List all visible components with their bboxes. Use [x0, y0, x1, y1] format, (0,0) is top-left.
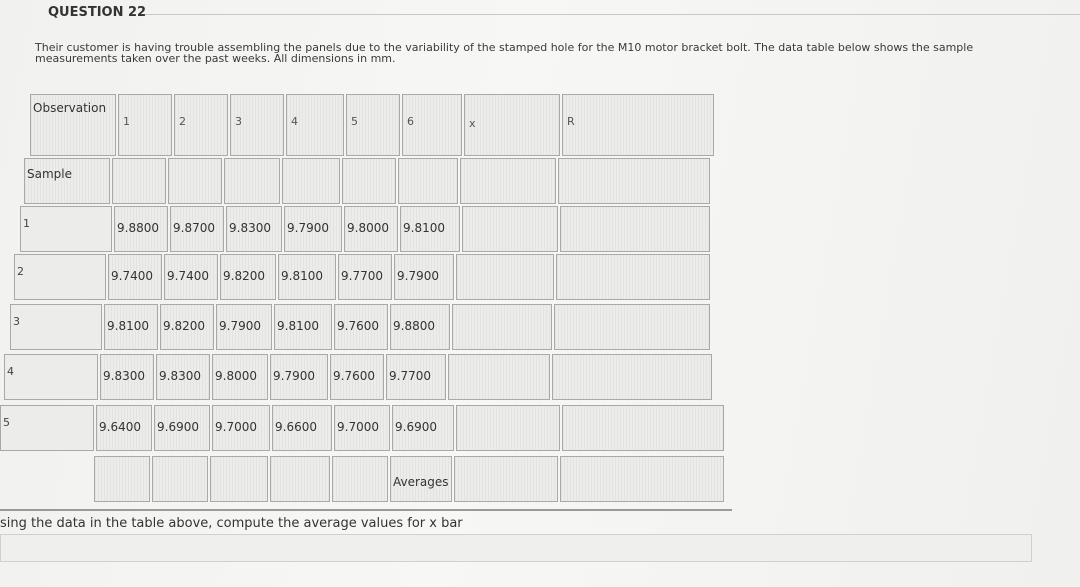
- measurement-value: 9.7900: [397, 269, 439, 283]
- table-cell: [386, 354, 446, 400]
- measurement-value: 9.7000: [215, 420, 257, 434]
- table-cell: [330, 354, 384, 400]
- table-cell: [332, 456, 388, 502]
- sample-id: 3: [13, 315, 20, 328]
- table-cell: [152, 456, 208, 502]
- table-row: [14, 254, 720, 300]
- table-cell: [212, 354, 268, 400]
- table-cell: [274, 304, 332, 350]
- table-cell: [344, 206, 398, 252]
- measurement-value: 9.8000: [347, 221, 389, 235]
- table-cell: [282, 158, 340, 204]
- table-row: [10, 304, 722, 350]
- xbar-cell: [462, 206, 558, 252]
- table-cell: [100, 354, 154, 400]
- table-cell: [334, 304, 388, 350]
- table-header-row: [30, 94, 720, 156]
- measurement-value: 9.7900: [287, 221, 329, 235]
- table-row: [20, 206, 720, 252]
- table-cell: [94, 456, 150, 502]
- table-cell: [390, 304, 450, 350]
- header-label: 6: [407, 115, 414, 128]
- sample-id-cell: [10, 304, 102, 350]
- header-label-x: x: [469, 117, 476, 130]
- sample-id: 4: [7, 365, 14, 378]
- table-cell: [284, 206, 342, 252]
- table-cell: [164, 254, 218, 300]
- question-title: QUESTION 22: [48, 5, 147, 20]
- header-cell: [174, 94, 228, 156]
- table-cell: [170, 206, 224, 252]
- measurement-value: 9.6900: [395, 420, 437, 434]
- measurement-value: 9.8100: [107, 319, 149, 333]
- range-average-cell: [560, 456, 724, 502]
- observation-header-cell: [30, 94, 116, 156]
- range-cell: [554, 304, 710, 350]
- observation-label: Observation: [33, 101, 107, 115]
- measurement-value: 9.7700: [389, 369, 431, 383]
- measurement-value: 9.8300: [159, 369, 201, 383]
- measurement-value: 9.8100: [277, 319, 319, 333]
- header-cell: [286, 94, 344, 156]
- xbar-cell: [456, 254, 554, 300]
- table-cell: [212, 405, 270, 451]
- xbar-cell: [452, 304, 552, 350]
- table-cell: [334, 405, 390, 451]
- table-cell: [398, 158, 458, 204]
- sample-id: 1: [23, 217, 30, 230]
- table-cell: [272, 405, 332, 451]
- question-separator: [138, 14, 1080, 15]
- header-label: 4: [291, 115, 298, 128]
- measurement-value: 9.6600: [275, 420, 317, 434]
- sample-id: 5: [3, 416, 10, 429]
- measurement-value: 9.8300: [229, 221, 271, 235]
- range-cell: [552, 354, 712, 400]
- xbar-cell: [448, 354, 550, 400]
- measurement-value: 9.8700: [173, 221, 215, 235]
- instruction-text: sing the data in the table above, compute the average values for x bar: [0, 516, 463, 531]
- table-cell: [156, 354, 210, 400]
- table-row: [4, 354, 724, 400]
- table-cell: [460, 158, 556, 204]
- header-cell: [230, 94, 284, 156]
- table-cell: [392, 405, 454, 451]
- header-cell-x: [464, 94, 560, 156]
- sample-id-cell: [0, 405, 94, 451]
- table-cell: [154, 405, 210, 451]
- range-cell: [556, 254, 710, 300]
- header-label: 1: [123, 115, 130, 128]
- table-cell: [168, 158, 222, 204]
- header-label: 5: [351, 115, 358, 128]
- table-cell: [278, 254, 336, 300]
- range-cell: [562, 405, 724, 451]
- table-cell: [338, 254, 392, 300]
- table-bottom-border: [0, 509, 732, 511]
- measurement-value: 9.7600: [333, 369, 375, 383]
- range-cell: [560, 206, 710, 252]
- measurement-value: 9.8100: [281, 269, 323, 283]
- averages-label-cell: [390, 456, 452, 502]
- header-cell: [118, 94, 172, 156]
- measurement-value: 9.7600: [337, 319, 379, 333]
- header-cell: [346, 94, 400, 156]
- sample-label-row: [24, 158, 716, 204]
- measurement-value: 9.6400: [99, 420, 141, 434]
- measurement-table: [0, 94, 732, 509]
- header-cell-r: [562, 94, 714, 156]
- measurement-value: 9.7900: [219, 319, 261, 333]
- averages-label: Averages: [393, 475, 449, 489]
- measurement-value: 9.7400: [167, 269, 209, 283]
- header-label: 3: [235, 115, 242, 128]
- averages-row: [94, 456, 730, 502]
- table-cell: [216, 304, 272, 350]
- header-label: 2: [179, 115, 186, 128]
- measurement-value: 9.8200: [163, 319, 205, 333]
- measurement-value: 9.7700: [341, 269, 383, 283]
- table-cell: [108, 254, 162, 300]
- table-cell: [270, 354, 328, 400]
- sample-id: 2: [17, 265, 24, 278]
- prompt-line-1: Their customer is having trouble assembling the panels due to the variability of the stamped hole for the M10 motor bracket bolt. The data table below shows the sample: [35, 41, 974, 54]
- sample-header-cell: [24, 158, 110, 204]
- measurement-value: 9.6900: [157, 420, 199, 434]
- sample-label: Sample: [27, 167, 72, 181]
- table-cell: [160, 304, 214, 350]
- table-cell: [114, 206, 168, 252]
- table-cell: [394, 254, 454, 300]
- sample-id-cell: [4, 354, 98, 400]
- measurement-value: 9.8000: [215, 369, 257, 383]
- table-cell: [220, 254, 276, 300]
- measurement-value: 9.8800: [117, 221, 159, 235]
- measurement-value: 9.8100: [403, 221, 445, 235]
- answer-input[interactable]: [0, 534, 1032, 562]
- table-cell: [96, 405, 152, 451]
- header-cell: [402, 94, 462, 156]
- table-row: [0, 405, 728, 451]
- table-cell: [342, 158, 396, 204]
- measurement-value: 9.8200: [223, 269, 265, 283]
- header-label-r: R: [567, 115, 575, 128]
- table-cell: [558, 158, 710, 204]
- table-cell: [224, 158, 280, 204]
- xbar-average-cell: [454, 456, 558, 502]
- measurement-value: 9.7000: [337, 420, 379, 434]
- sample-id-cell: [20, 206, 112, 252]
- sample-id-cell: [14, 254, 106, 300]
- prompt-line-2: measurements taken over the past weeks. All dimensions in mm.: [35, 52, 396, 65]
- measurement-value: 9.8800: [393, 319, 435, 333]
- xbar-cell: [456, 405, 560, 451]
- table-cell: [400, 206, 460, 252]
- table-cell: [226, 206, 282, 252]
- table-cell: [104, 304, 158, 350]
- table-cell: [270, 456, 330, 502]
- table-cell: [210, 456, 268, 502]
- table-cell: [112, 158, 166, 204]
- measurement-value: 9.7900: [273, 369, 315, 383]
- measurement-value: 9.8300: [103, 369, 145, 383]
- question-prompt: [35, 42, 975, 64]
- measurement-value: 9.7400: [111, 269, 153, 283]
